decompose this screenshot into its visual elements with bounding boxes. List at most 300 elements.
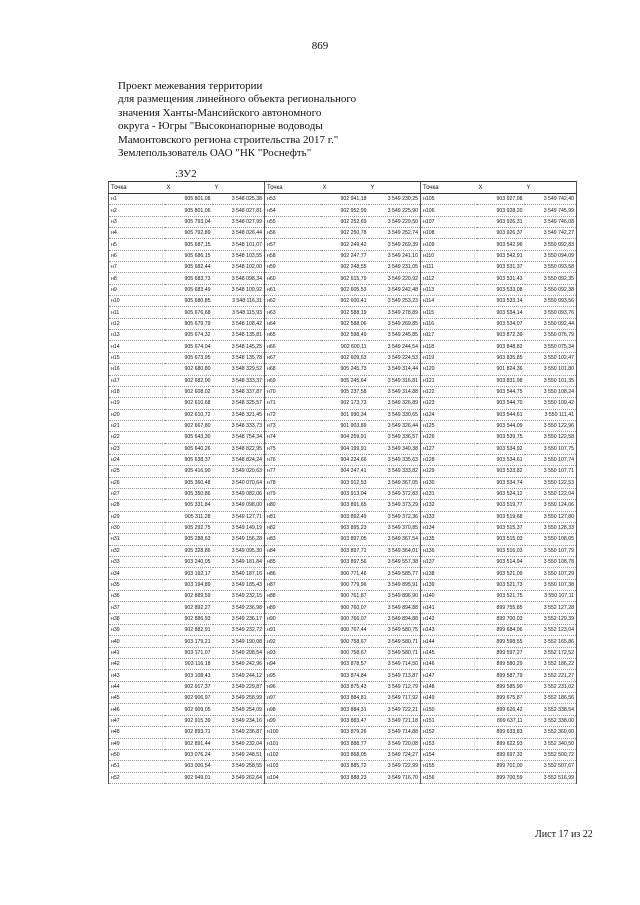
cell-x: 903 831,98 — [477, 375, 525, 386]
cell-point: н68 — [265, 364, 321, 375]
cell-y: 3 549 127,71 — [213, 511, 265, 522]
cell-point: н70 — [265, 386, 321, 397]
cell-x: 903 524,12 — [477, 488, 525, 499]
cell-x: 900 766,07 — [321, 613, 369, 624]
cell-point: н146 — [421, 659, 477, 670]
cell-point: н109 — [421, 239, 477, 250]
cell-y: 3 549 314,88 — [369, 386, 421, 397]
cell-y: 3 549 229,87 — [213, 681, 265, 692]
cell-y: 3 548 027,99 — [213, 216, 265, 227]
cell-point: н102 — [265, 749, 321, 760]
cell-x: 902 915,39 — [165, 715, 213, 726]
cell-x: 902 610,72 — [165, 409, 213, 420]
cell-point: н151 — [421, 715, 477, 726]
cell-y: 3 548 329,52 — [213, 364, 265, 375]
cell-x: 903 891,65 — [321, 500, 369, 511]
cell-x: 905 360,48 — [165, 477, 213, 488]
cell-y: 3 549 236,17 — [213, 613, 265, 624]
cell-x: 902 610,68 — [165, 398, 213, 409]
cell-x: 903 892,49 — [321, 511, 369, 522]
cell-point: н24 — [109, 454, 165, 465]
cell-y: 3 552 186,22 — [525, 659, 577, 670]
cell-y: 3 548 102,00 — [213, 262, 265, 273]
cell-point: н147 — [421, 670, 477, 681]
table-row — [109, 681, 577, 692]
cell-y: 3 548 333,37 — [213, 375, 265, 386]
cell-x: 902 682,00 — [165, 375, 213, 386]
cell-x: 903 897,05 — [321, 534, 369, 545]
cell-y: 3 549 242,96 — [213, 659, 265, 670]
cell-point: н99 — [265, 715, 321, 726]
cell-y: 3 549 336,57 — [369, 432, 421, 443]
cell-x: 903 516,03 — [477, 545, 525, 556]
cell-point: н69 — [265, 375, 321, 386]
cell-point: н30 — [109, 522, 165, 533]
cell-point: н115 — [421, 307, 477, 318]
cell-point: н106 — [421, 205, 477, 216]
cell-point: н112 — [421, 273, 477, 284]
cell-x: 903 521,75 — [477, 591, 525, 602]
cell-point: н78 — [265, 477, 321, 488]
table-row — [109, 579, 577, 590]
table-row — [109, 715, 577, 726]
sheet-counter: Лист 17 из 22 — [535, 829, 593, 840]
cell-y: 3 549 225,90 — [369, 205, 421, 216]
cell-point: н26 — [109, 477, 165, 488]
table-row — [109, 239, 577, 250]
cell-y: 3 549 720,08 — [369, 738, 421, 749]
table-row — [109, 636, 577, 647]
cell-point: н23 — [109, 443, 165, 454]
cell-x: 900 761,87 — [321, 591, 369, 602]
cell-point: н45 — [109, 693, 165, 704]
cell-point: н12 — [109, 318, 165, 329]
cell-point: н50 — [109, 749, 165, 760]
cell-y: 3 549 557,38 — [369, 557, 421, 568]
cell-x: 899 585,90 — [477, 681, 525, 692]
cell-point: н90 — [265, 613, 321, 624]
cell-y: 3 550 111,41 — [525, 409, 577, 420]
cell-point: н100 — [265, 727, 321, 738]
cell-y: 3 549 724,27 — [369, 749, 421, 760]
cell-y: 3 550 107,79 — [525, 545, 577, 556]
cell-y: 3 552 360,60 — [525, 727, 577, 738]
header-x: X — [321, 182, 369, 194]
cell-point: н76 — [265, 454, 321, 465]
cell-x: 902 889,59 — [165, 591, 213, 602]
cell-y: 3 549 721,18 — [369, 715, 421, 726]
header-line: для размещения линейного объекта регионального — [118, 93, 357, 106]
cell-x: 899 637,11 — [477, 715, 525, 726]
cell-y: 3 548 145,25 — [213, 341, 265, 352]
cell-x: 903 108,43 — [165, 670, 213, 681]
cell-point: н145 — [421, 647, 477, 658]
cell-x: 903 000,54 — [165, 761, 213, 772]
cell-y: 3 552 507,67 — [525, 761, 577, 772]
cell-x: 905 793,04 — [165, 216, 213, 227]
cell-point: н14 — [109, 341, 165, 352]
cell-point: н84 — [265, 545, 321, 556]
cell-y: 3 549 269,39 — [369, 239, 421, 250]
cell-x: 903 868,05 — [321, 749, 369, 760]
cell-y: 3 549 373,29 — [369, 500, 421, 511]
table-row — [109, 625, 577, 636]
table-row — [109, 613, 577, 624]
cell-y: 3 552 338,54 — [525, 704, 577, 715]
table-row — [109, 749, 577, 760]
table-row — [109, 738, 577, 749]
cell-point: н119 — [421, 352, 477, 363]
cell-point: н141 — [421, 602, 477, 613]
cell-point: н43 — [109, 670, 165, 681]
table-row — [109, 420, 577, 431]
table-row — [109, 511, 577, 522]
cell-x: 903 515,37 — [477, 522, 525, 533]
cell-point: н120 — [421, 364, 477, 375]
cell-x: 902 247,77 — [321, 250, 369, 261]
cell-x: 903 519,77 — [477, 500, 525, 511]
cell-point: н153 — [421, 738, 477, 749]
cell-point: н63 — [265, 307, 321, 318]
cell-point: н44 — [109, 681, 165, 692]
cell-point: н6 — [109, 250, 165, 261]
cell-y: 3 550 122,53 — [525, 477, 577, 488]
cell-y: 3 549 252,74 — [369, 228, 421, 239]
cell-x: 902 891,44 — [165, 738, 213, 749]
cell-point: н134 — [421, 522, 477, 533]
cell-x: 899 675,87 — [477, 693, 525, 704]
cell-y: 3 548 108,42 — [213, 318, 265, 329]
coordinates-table — [108, 181, 577, 784]
cell-point: н37 — [109, 602, 165, 613]
table-row — [109, 602, 577, 613]
cell-x: 905 801,06 — [165, 205, 213, 216]
cell-point: н82 — [265, 522, 321, 533]
cell-x: 903 912,53 — [321, 477, 369, 488]
cell-x: 902 609,63 — [321, 352, 369, 363]
cell-point: н55 — [265, 216, 321, 227]
cell-y: 3 549 258,55 — [213, 761, 265, 772]
cell-x: 905 640,26 — [165, 443, 213, 454]
table-row — [109, 454, 577, 465]
cell-x: 905 331,84 — [165, 500, 213, 511]
cell-y: 3 550 101,80 — [525, 364, 577, 375]
cell-y: 3 549 372,83 — [369, 488, 421, 499]
cell-x: 905 682,44 — [165, 262, 213, 273]
cell-x: 903 883,47 — [321, 715, 369, 726]
table-header-row — [109, 182, 577, 194]
cell-point: н101 — [265, 738, 321, 749]
cell-x: 905 292,75 — [165, 522, 213, 533]
cell-x: 903 884,81 — [321, 693, 369, 704]
cell-y: 3 548 822,95 — [213, 443, 265, 454]
cell-y: 3 550 094,09 — [525, 250, 577, 261]
cell-point: н89 — [265, 602, 321, 613]
cell-point: н77 — [265, 466, 321, 477]
cell-point: н128 — [421, 454, 477, 465]
cell-y: 3 549 585,77 — [369, 568, 421, 579]
table-row — [109, 409, 577, 420]
cell-x: 903 515,03 — [477, 534, 525, 545]
cell-point: н75 — [265, 443, 321, 454]
cell-point: н79 — [265, 488, 321, 499]
cell-y: 3 549 713,87 — [369, 670, 421, 681]
table-row — [109, 522, 577, 533]
cell-point: н137 — [421, 557, 477, 568]
table-row — [109, 647, 577, 658]
cell-point: н80 — [265, 500, 321, 511]
cell-y: 3 549 149,19 — [213, 522, 265, 533]
cell-x: 902 173,73 — [321, 398, 369, 409]
cell-y: 3 550 107,71 — [525, 466, 577, 477]
cell-x: 903 835,85 — [477, 352, 525, 363]
table-row — [109, 273, 577, 284]
cell-point: н48 — [109, 727, 165, 738]
cell-x: 899 700,59 — [477, 772, 525, 783]
cell-x: 899 597,27 — [477, 647, 525, 658]
table-row — [109, 375, 577, 386]
cell-y: 3 548 325,57 — [213, 398, 265, 409]
cell-x: 905 792,89 — [165, 228, 213, 239]
cell-x: 903 533,08 — [477, 284, 525, 295]
cell-x: 905 328,86 — [165, 545, 213, 556]
cell-x: 900 771,46 — [321, 568, 369, 579]
cell-y: 3 549 230,25 — [369, 194, 421, 205]
cell-point: н149 — [421, 693, 477, 704]
cell-x: 905 350,86 — [165, 488, 213, 499]
cell-x: 902 588,19 — [321, 307, 369, 318]
table-row — [109, 488, 577, 499]
cell-y: 3 549 326,89 — [369, 398, 421, 409]
cell-y: 3 549 367,54 — [369, 534, 421, 545]
cell-y: 3 552 231,02 — [525, 681, 577, 692]
cell-y: 3 549 895,91 — [369, 579, 421, 590]
cell-y: 3 549 236,98 — [213, 602, 265, 613]
cell-point: н11 — [109, 307, 165, 318]
cell-point: н7 — [109, 262, 165, 273]
table-row — [109, 216, 577, 227]
cell-x: 900 779,96 — [321, 579, 369, 590]
cell-point: н9 — [109, 284, 165, 295]
cell-x: 900 760,07 — [321, 602, 369, 613]
cell-y: 3 550 122,04 — [525, 488, 577, 499]
cell-point: н130 — [421, 477, 477, 488]
cell-y: 3 549 231,05 — [369, 262, 421, 273]
cell-point: н136 — [421, 545, 477, 556]
cell-x: 899 701,00 — [477, 761, 525, 772]
cell-point: н39 — [109, 625, 165, 636]
cell-point: н86 — [265, 568, 321, 579]
cell-point: н10 — [109, 296, 165, 307]
cell-point: н103 — [265, 761, 321, 772]
table-row — [109, 568, 577, 579]
cell-point: н88 — [265, 591, 321, 602]
cell-y: 3 550 093,56 — [525, 296, 577, 307]
cell-point: н13 — [109, 330, 165, 341]
cell-point: н104 — [265, 772, 321, 783]
cell-x: 903 192,17 — [165, 568, 213, 579]
header-line: Землепользователь ОАО "НК "Роснефть" — [118, 147, 312, 160]
cell-y: 3 552 186,56 — [525, 693, 577, 704]
cell-point: н129 — [421, 466, 477, 477]
cell-y: 3 549 258,99 — [213, 693, 265, 704]
cell-x: 905 673,95 — [165, 352, 213, 363]
cell-y: 3 549 316,81 — [369, 375, 421, 386]
cell-x: 902 248,55 — [321, 262, 369, 273]
cell-x: 903 521,73 — [477, 579, 525, 590]
cell-y: 3 549 244,54 — [369, 341, 421, 352]
cell-point: н34 — [109, 568, 165, 579]
cell-x: 902 600,41 — [321, 296, 369, 307]
header-y: Y — [525, 182, 577, 194]
cell-x: 903 878,57 — [321, 659, 369, 670]
cell-x: 903 521,09 — [477, 568, 525, 579]
table-row — [109, 296, 577, 307]
cell-point: н42 — [109, 659, 165, 670]
cell-point: н60 — [265, 273, 321, 284]
cell-y: 3 549 248,51 — [213, 749, 265, 760]
cell-y: 3 550 093,58 — [525, 262, 577, 273]
cell-x: 903 076,24 — [165, 749, 213, 760]
cell-point: н114 — [421, 296, 477, 307]
cell-point: н150 — [421, 704, 477, 715]
cell-x: 899 697,32 — [477, 749, 525, 760]
cell-point: н25 — [109, 466, 165, 477]
table-row — [109, 352, 577, 363]
cell-x: 901 824,36 — [477, 364, 525, 375]
cell-y: 3 548 026,44 — [213, 228, 265, 239]
cell-x: 900 767,44 — [321, 625, 369, 636]
coordinates-table-body — [109, 182, 577, 784]
cell-point: н64 — [265, 318, 321, 329]
cell-x: 903 542,91 — [477, 250, 525, 261]
cell-x: 899 587,79 — [477, 670, 525, 681]
cell-x: 902 252,69 — [321, 216, 369, 227]
cell-x: 902 250,78 — [321, 228, 369, 239]
header-line: Проект межевания территории — [118, 80, 263, 92]
cell-point: н61 — [265, 284, 321, 295]
cell-point: н148 — [421, 681, 477, 692]
cell-y: 3 550 128,33 — [525, 522, 577, 533]
cell-x: 903 544,70 — [477, 398, 525, 409]
table-row — [109, 284, 577, 295]
cell-point: н3 — [109, 216, 165, 227]
cell-x: 903 533,14 — [477, 296, 525, 307]
cell-x: 900 758,67 — [321, 647, 369, 658]
cell-point: н58 — [265, 250, 321, 261]
cell-y: 3 549 333,82 — [369, 466, 421, 477]
cell-point: н32 — [109, 545, 165, 556]
cell-point: н31 — [109, 534, 165, 545]
cell-y: 3 550 108,78 — [525, 557, 577, 568]
cell-point: н54 — [265, 205, 321, 216]
header-point: Точка — [421, 182, 477, 194]
cell-x: 905 680,85 — [165, 296, 213, 307]
cell-x: 904 259,91 — [321, 432, 369, 443]
cell-y: 3 549 717,92 — [369, 693, 421, 704]
cell-point: н4 — [109, 228, 165, 239]
cell-point: н29 — [109, 511, 165, 522]
cell-y: 3 548 824,24 — [213, 454, 265, 465]
cell-point: н98 — [265, 704, 321, 715]
cell-point: н118 — [421, 341, 477, 352]
cell-x: 903 928,20 — [477, 205, 525, 216]
cell-x: 905 288,63 — [165, 534, 213, 545]
table-row — [109, 398, 577, 409]
table-row — [109, 670, 577, 681]
cell-x: 902 882,91 — [165, 625, 213, 636]
header-y: Y — [213, 182, 265, 194]
header-point: Точка — [109, 182, 165, 194]
cell-x: 899 580,29 — [477, 659, 525, 670]
cell-point: н111 — [421, 262, 477, 273]
cell-x: 902 949,01 — [165, 772, 213, 783]
cell-x: 905 683,49 — [165, 284, 213, 295]
cell-y: 3 552 123,04 — [525, 625, 577, 636]
cell-y: 3 549 364,01 — [369, 545, 421, 556]
cell-y: 3 550 092,35 — [525, 273, 577, 284]
cell-x: 903 888,23 — [321, 772, 369, 783]
cell-point: н94 — [265, 659, 321, 670]
cell-y: 3 549 224,53 — [369, 352, 421, 363]
cell-x: 904 199,91 — [321, 443, 369, 454]
table-row — [109, 591, 577, 602]
cell-y: 3 549 746,08 — [525, 216, 577, 227]
cell-point: н20 — [109, 409, 165, 420]
cell-point: н116 — [421, 318, 477, 329]
cell-y: 3 549 208,54 — [213, 647, 265, 658]
cell-point: н5 — [109, 239, 165, 250]
cell-y: 3 549 187,16 — [213, 568, 265, 579]
cell-point: н91 — [265, 625, 321, 636]
cell-y: 3 549 580,71 — [369, 636, 421, 647]
cell-y: 3 550 122,58 — [525, 432, 577, 443]
cell-y: 3 550 107,38 — [525, 579, 577, 590]
cell-x: 902 909,05 — [165, 704, 213, 715]
cell-y: 3 549 340,38 — [369, 443, 421, 454]
cell-point: н38 — [109, 613, 165, 624]
cell-y: 3 549 185,43 — [213, 579, 265, 590]
cell-point: н126 — [421, 432, 477, 443]
cell-y: 3 552 516,99 — [525, 772, 577, 783]
cell-x: 900 758,67 — [321, 636, 369, 647]
cell-y: 3 548 103,55 — [213, 250, 265, 261]
cell-x: 905 674,32 — [165, 330, 213, 341]
cell-y: 3 550 107,29 — [525, 568, 577, 579]
cell-y: 3 549 242,48 — [369, 284, 421, 295]
page-number: 869 — [311, 40, 329, 52]
cell-point: н46 — [109, 704, 165, 715]
cell-point: н155 — [421, 761, 477, 772]
cell-x: 903 927,08 — [477, 194, 525, 205]
table-row — [109, 477, 577, 488]
cell-y: 3 549 742,27 — [525, 228, 577, 239]
cell-y: 3 549 580,71 — [369, 647, 421, 658]
cell-y: 3 548 135,81 — [213, 330, 265, 341]
table-row — [109, 534, 577, 545]
cell-point: н127 — [421, 443, 477, 454]
table-row — [109, 330, 577, 341]
cell-y: 3 549 082,06 — [213, 488, 265, 499]
table-row — [109, 307, 577, 318]
cell-x: 905 676,68 — [165, 307, 213, 318]
header-point: Точка — [265, 182, 321, 194]
cell-x: 902 917,37 — [165, 681, 213, 692]
table-row — [109, 761, 577, 772]
cell-x: 903 879,26 — [321, 727, 369, 738]
zone-label: :ЗУ2 — [175, 168, 197, 180]
cell-y: 3 549 156,28 — [213, 534, 265, 545]
